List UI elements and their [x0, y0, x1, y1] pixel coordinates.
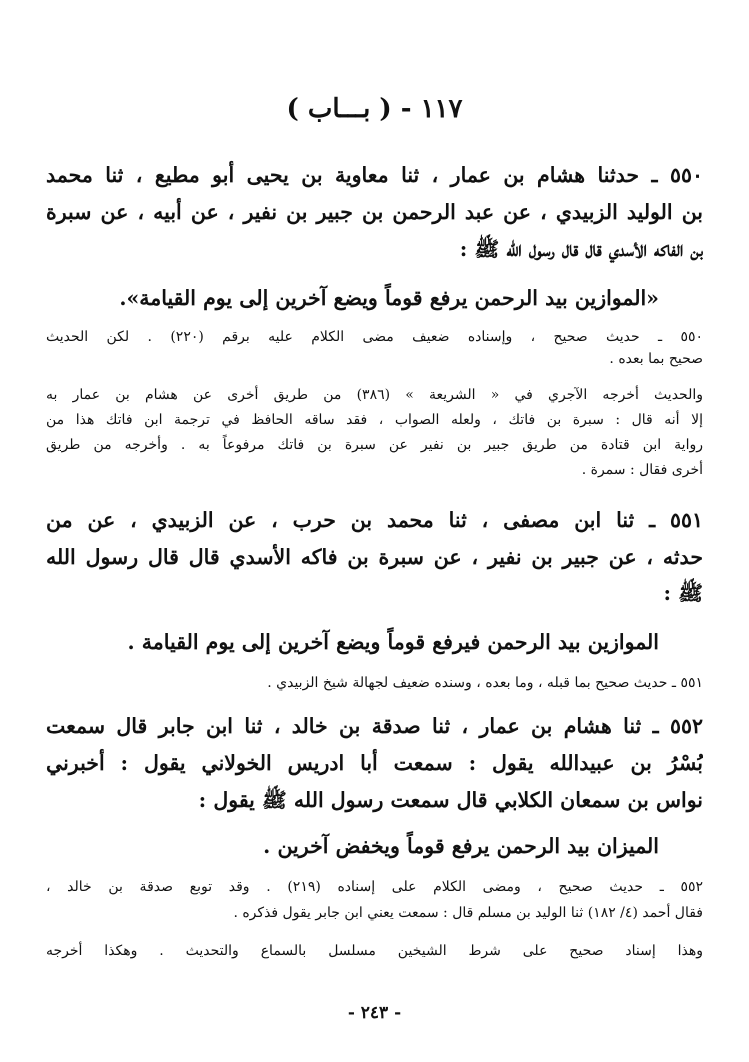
hadith-551-text: الموازين بيد الرحمن فيرفع قوماً ويضع آخرين إلى يوم القيامة .	[127, 630, 659, 654]
note-551-line-1: ٥٥١ ـ حديث صحيح بما قبله ، وما بعده ، وسنده ضعيف لجهالة شيخ الزبيدي .	[267, 675, 703, 691]
hadith-551-line-2: حدثه ، عن جبير بن نفير ، عن سبرة بن فاكه الأسدي قال قال رسول الله	[46, 545, 703, 569]
note-552-line-1: ٥٥٢ ـ حديث صحيح ، ومضى الكلام على إسناده (٢١٩) . وقد توبع صدقة بن خالد ،	[46, 879, 703, 895]
note-550-line-1: ٥٥٠ ـ حديث صحيح ، وإسناده ضعيف مضى الكلام عليه برقم (٢٢٠) . لكن الحديث	[46, 329, 703, 345]
chapter-title: ١١٧ - ( بـــاب )	[286, 94, 463, 124]
note-552-line-2: فقال أحمد (٤/ ١٨٢) ثنا الوليد بن مسلم قال : سمعت يعني ابن جابر يقول فذكره .	[233, 905, 703, 921]
note-550b-line-4: أخرى فقال : سمرة .	[581, 462, 703, 478]
hadith-550-text: «الموازين بيد الرحمن يرفع قوماً ويضع آخرين إلى يوم القيامة».	[119, 286, 659, 310]
hadith-551-line-1: ٥٥١ ـ ثنا ابن مصفى ، ثنا محمد بن حرب ، عن الزبيدي ، عن من	[46, 508, 703, 532]
page-number: - ٢٤٣ -	[347, 1003, 402, 1023]
hadith-550-line-1: ٥٥٠ ـ حدثنا هشام بن عمار ، ثنا معاوية بن يحيى أبو مطيع ، ثنا محمد	[46, 163, 703, 187]
hadith-552-line-3: نواس بن سمعان الكلابي قال سمعت رسول الله ﷺ يقول :	[198, 788, 703, 812]
note-550-line-2: صحيح بما بعده .	[609, 351, 703, 367]
hadith-552-text: الميزان بيد الرحمن يرفع قوماً ويخفض آخرين .	[263, 834, 659, 858]
note-550b-line-3: رواية ابن قتادة من طريق جبير بن نفير عن سبرة بن فاتك مرفوعاً به . وأخرجه من طريق	[46, 437, 703, 453]
note-550b-line-1: والحديث أخرجه الآجري في « الشريعة » (٣٨٦) من طريق أخرى عن هشام بن عمار به	[46, 387, 703, 403]
hadith-552-line-1: ٥٥٢ ـ ثنا هشام بن عمار ، ثنا صدقة بن خالد ، ثنا ابن جابر قال سمعت	[46, 714, 703, 738]
hadith-550-line-3: بن الفاكه الأسدي قال قال رسول الله ﷺ :	[459, 237, 703, 261]
note-550b-line-2: إلا أنه قال : سبرة بن فاتك ، ولعله الصواب ، فقد ساقه الحافظ في ترجمة ابن فاتك هذا من	[46, 412, 703, 428]
hadith-552-line-2: بُسْرُ بن عبيدالله يقول : سمعت أبا ادريس الخولاني يقول : أخبرني	[46, 751, 703, 775]
note-552b-line-1: وهذا إسناد صحيح على شرط الشيخين مسلسل بالسماع والتحديث . وهكذا أخرجه	[46, 943, 703, 959]
hadith-550-line-2: بن الوليد الزبيدي ، عن عبد الرحمن بن جبير بن نفير ، عن أبيه ، عن سبرة	[46, 200, 703, 224]
hadith-551-line-3: ﷺ :	[663, 581, 703, 605]
